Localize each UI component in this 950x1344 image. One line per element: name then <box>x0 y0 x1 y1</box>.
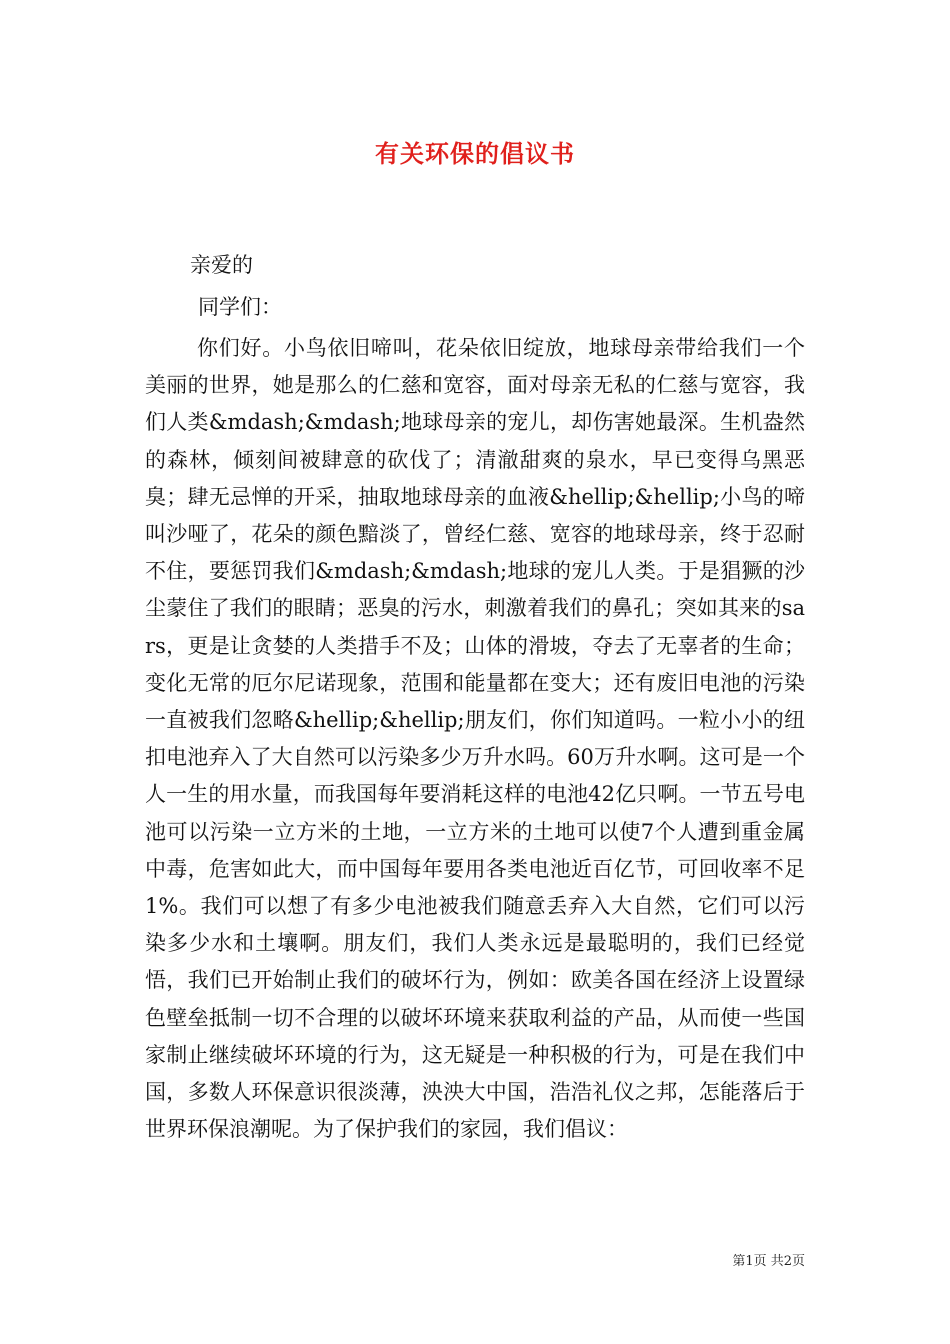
page-number: 第1页 共2页 <box>732 1254 805 1269</box>
salutation-line-2: 同学们： <box>198 295 282 319</box>
salutation-line-1: 亲爱的 <box>190 253 253 277</box>
body-paragraph: 你们好。小鸟依旧啼叫，花朵依旧绽放，地球母亲带给我们一个美丽的世界，她是那么的仁慈和宽容，面对母亲无私的仁慈与宽容，我们人类&mdash;&mdash;地球母亲的宠儿，却伤害她最深。生机盎然的森林，倾刻间被肆意的砍伐了；清澈甜爽的泉水，早已变得乌黑恶臭；肆无忌惮的开采，抽取地球母亲的血液&hellip;&hellip;小鸟的啼叫沙哑了，花朵的颜色黯淡了，曾经仁慈、宽容的地球母亲，终于忍耐不住，要惩罚我们&mdash;&mdash;地球的宠儿人类。于是猖獗的沙尘蒙住了我们的眼睛；恶臭的污水，刺激着我们的鼻孔；突如其来的sars，更是让贪婪的人类措手不及；山体的滑坡，夺去了无辜者的生命；变化无常的厄尔尼诺现象，范围和能量都在变大；还有废旧电池的污染一直被我们忽略&hellip;&hellip;朋友们，你们知道吗。一粒小小的纽扣电池弃入了大自然可以污染多少万升水吗。60万升水啊。这可是一个人一生的用水量，而我国每年要消耗这样的电池42亿只啊。一节五号电池可以污染一立方米的土地，一立方米的土地可以使7个人遭到重金属中毒，危害如此大，而中国每年要用各类电池近百亿节，可回收率不足1%。我们可以想了有多少电池被我们随意丢弃入大自然，它们可以污染多少水和土壤啊。朋友们，我们人类永远是最聪明的，我们已经觉悟，我们已开始制止我们的破坏行为，例如：欧美各国在经济上设置绿色壁垒抵制一切不合理的以破坏环境来获取利益的产品，从而使一些国家制止继续破坏环境的行为，这无疑是一种积极的行为，可是在我们中国，多数人环保意识很淡薄，泱泱大中国，浩浩礼仪之邦，怎能落后于世界环保浪潮呢。为了保护我们的家园，我们倡议： <box>145 336 805 1142</box>
page-title: 有关环保的倡议书 <box>375 139 575 168</box>
